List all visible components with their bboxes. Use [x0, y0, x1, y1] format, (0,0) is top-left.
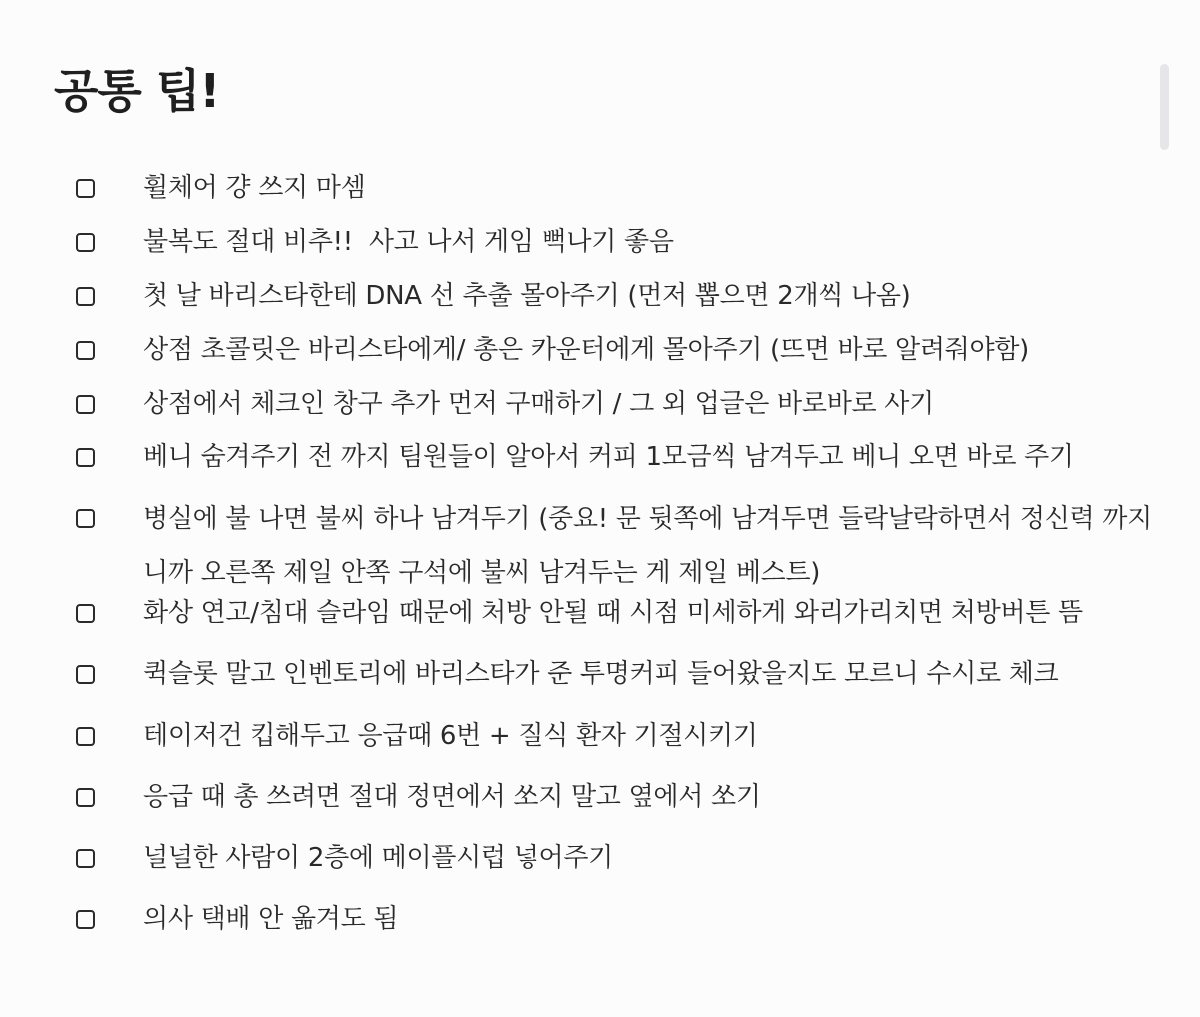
checkbox[interactable]	[76, 233, 95, 252]
page-title: 공통 팁!	[54, 64, 220, 118]
checklist-item-text: 화상 연고/침대 슬라임 때문에 처방 안될 때 시점 미세하게 와리가리치면 처방버튼 뜸	[143, 598, 1083, 628]
checklist-item-text: 베니 숨겨주기 전 까지 팀원들이 알아서 커피 1모금씩 남겨두고 베니 오면 바로 주기	[143, 442, 1074, 472]
checkbox[interactable]	[76, 287, 95, 306]
checklist-item-text: 병실에 불 나면 불씨 하나 남겨두기 (중요! 문 뒷쪽에 남겨두면 들락날락하면서 정신력 까지니까 오른쪽 제일 안쪽 구석에 불씨 남겨두는 게 제일 베스트)	[143, 504, 1152, 588]
checklist-item-text: 테이저건 킵해두고 응급때 6번 + 질식 환자 기절시키기	[143, 721, 758, 751]
scrollbar-thumb[interactable]	[1160, 64, 1169, 150]
checkbox[interactable]	[76, 395, 95, 414]
checklist-item-text: 휠체어 걍 쓰지 마셈	[143, 173, 366, 203]
checklist-item-text: 의사 택배 안 옮겨도 됨	[143, 904, 399, 934]
checkbox[interactable]	[76, 788, 95, 807]
checklist-item-text: 널널한 사람이 2층에 메이플시럽 넣어주기	[143, 843, 613, 873]
checkbox[interactable]	[76, 665, 95, 684]
checklist-item-text: 상점에서 체크인 창구 추가 먼저 구매하기 / 그 외 업글은 바로바로 사기	[143, 389, 934, 419]
checklist-item-text: 응급 때 총 쓰려면 절대 정면에서 쏘지 말고 옆에서 쏘기	[143, 782, 761, 812]
checkbox[interactable]	[76, 448, 95, 467]
checklist-item-text: 상점 초콜릿은 바리스타에게/ 총은 카운터에게 몰아주기 (뜨면 바로 알려줘야함)	[143, 335, 1029, 365]
checkbox[interactable]	[76, 910, 95, 929]
checkbox[interactable]	[76, 604, 95, 623]
checklist-item-text: 첫 날 바리스타한테 DNA 선 추출 몰아주기 (먼저 뽑으면 2개씩 나옴)	[143, 281, 911, 311]
checkbox[interactable]	[76, 727, 95, 746]
checkbox[interactable]	[76, 509, 95, 528]
checklist-item-text: 퀵슬롯 말고 인벤토리에 바리스타가 준 투명커피 들어왔을지도 모르니 수시로 체크	[143, 659, 1059, 689]
checklist-item-text: 불복도 절대 비추!! 사고 나서 게임 뻑나기 좋음	[143, 227, 674, 257]
checkbox[interactable]	[76, 849, 95, 868]
checkbox[interactable]	[76, 179, 95, 198]
checkbox[interactable]	[76, 341, 95, 360]
